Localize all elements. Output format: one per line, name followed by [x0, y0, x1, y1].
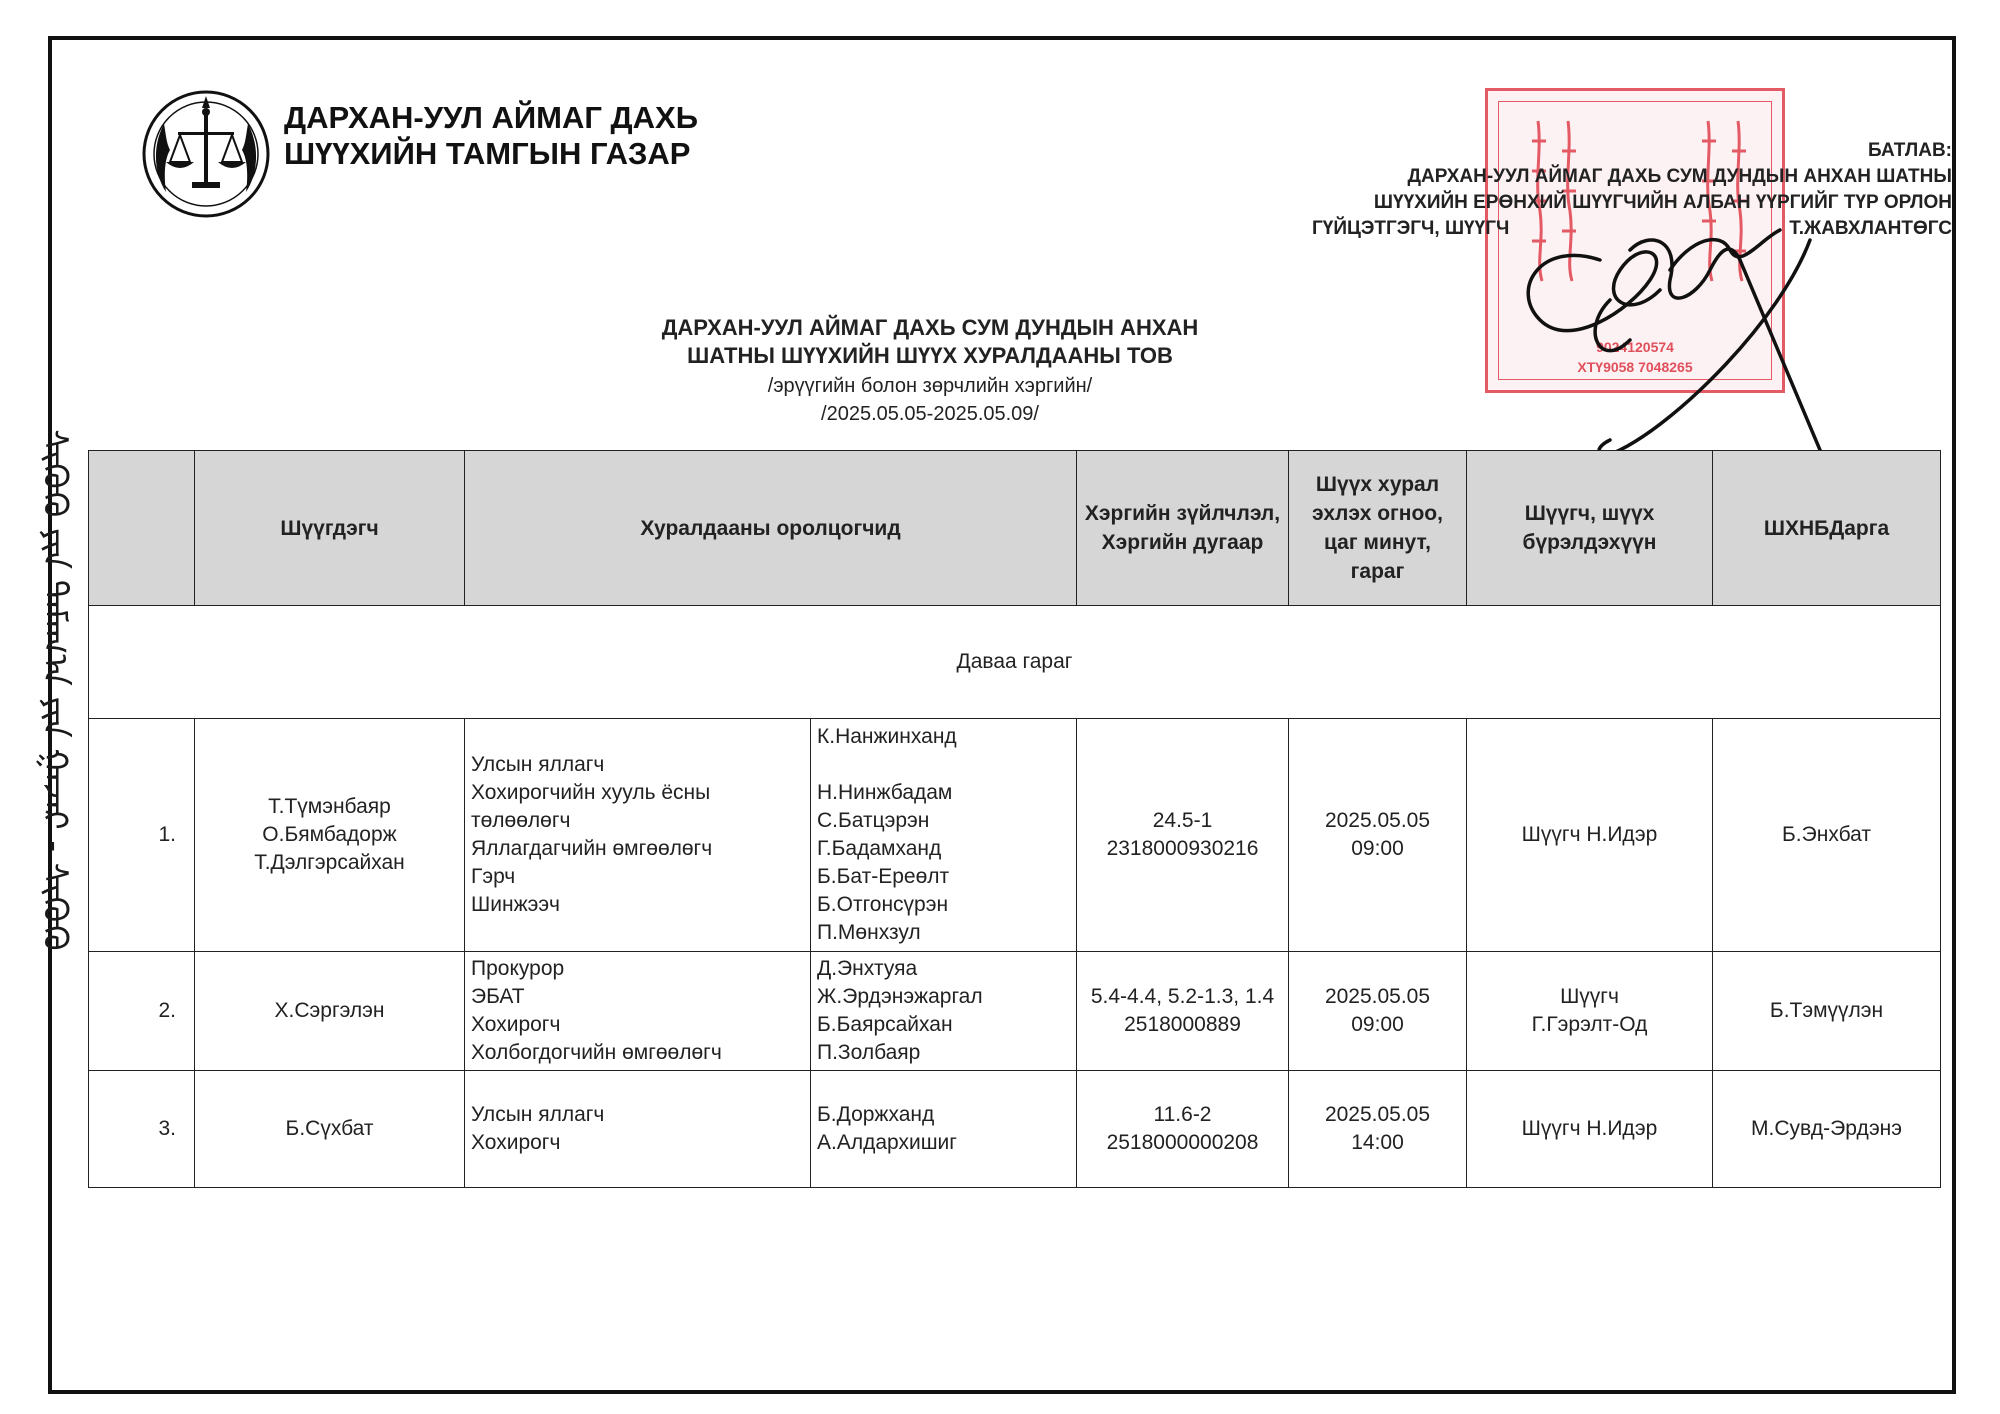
- row-datetime: 2025.05.05 09:00: [1289, 952, 1467, 1071]
- header-secretary: ШХНБДарга: [1713, 451, 1941, 606]
- row-defendant: Т.Түмэнбаяр О.Бямбадорж Т.Дэлгэрсайхан: [195, 719, 465, 952]
- org-title-line1: ДАРХАН-УУЛ АЙМАГ ДАХЬ: [284, 100, 698, 135]
- org-title-line2: ШҮҮХИЙН ТАМГЫН ГАЗАР: [284, 136, 691, 171]
- approval-position: ГҮЙЦЭТГЭГЧ, ШҮҮГЧ: [1312, 218, 1510, 239]
- row-participant-names: К.Нанжинханд Н.Нинжбадам С.Батцэрэн Г.Бадамханд Б.Бат-Ереөлт Б.Отгонсүрэн П.Мөнхзул: [811, 719, 1077, 952]
- table-row: [89, 1071, 1941, 1188]
- mongolian-script-text: ᠰᠢᠭᠦᠬᠦ ᠶᠢᠨ ᠲᠠᠮᠠᠭ᠎ᠠ ᠶᠢᠨ ᠭᠠᠵᠠᠷ - ᠰᠢᠭᠦᠬᠦ: [35, 429, 75, 951]
- row-number: 1.: [89, 719, 195, 952]
- row-article: 11.6-2 2518000000208: [1077, 1071, 1289, 1188]
- row-judge: Шүүгч Г.Гэрэлт-Од: [1467, 952, 1713, 1071]
- row-judge: Шүүгч Н.Идэр: [1467, 1071, 1713, 1188]
- row-datetime: 2025.05.05 14:00: [1289, 1071, 1467, 1188]
- title-line2: ШАТНЫ ШҮҮХИЙН ШҮҮХ ХУРАЛДААНЫ ТОВ: [687, 343, 1173, 368]
- row-secretary: Б.Тэмүүлэн: [1713, 952, 1941, 1071]
- table-header-row: [89, 451, 1941, 606]
- approval-line2: ШҮҮХИЙН ЕРӨНХИЙ ШҮҮГЧИЙН АЛБАН ҮҮРГИЙГ ТҮР ОРЛОН: [1373, 192, 1952, 213]
- row-participant-names: Б.Доржханд А.Алдархишиг: [811, 1071, 1077, 1188]
- row-number: 2.: [89, 952, 195, 1071]
- court-emblem-icon: [136, 82, 276, 222]
- approval-line1: ДАРХАН-УУЛ АЙМАГ ДАХЬ СУМ ДУНДЫН АНХАН ШАТНЫ: [1407, 166, 1952, 187]
- stamp-code-1: 9024120574: [1596, 339, 1674, 355]
- approval-label: БАТЛАВ:: [1868, 140, 1952, 161]
- header-article: Хэргийн зүйлчлэл, Хэргийн дугаар: [1077, 451, 1289, 606]
- header-number: [89, 451, 195, 606]
- row-article: 5.4-4.4, 5.2-1.3, 1.4 2518000889: [1077, 952, 1289, 1071]
- organization-title: [284, 100, 698, 172]
- stamp-code-2: ХТҮ9058 7048265: [1577, 359, 1693, 375]
- row-participant-names: Д.Энхтуяа Ж.Эрдэнэжаргал Б.Баярсайхан П.Золбаяр: [811, 952, 1077, 1071]
- approver-name: Т.ЖАВХЛАНТӨГС: [1789, 218, 1952, 239]
- row-secretary: М.Сувд-Эрдэнэ: [1713, 1071, 1941, 1188]
- table-row: [89, 952, 1941, 1071]
- approval-line3: [1192, 216, 1952, 242]
- day-row: [89, 606, 1941, 719]
- row-defendant: Х.Сэргэлэн: [195, 952, 465, 1071]
- row-datetime: 2025.05.05 09:00: [1289, 719, 1467, 952]
- document-subtitle: [560, 372, 1300, 428]
- header-participants: Хуралдааны оролцогчид: [465, 451, 1077, 606]
- header-datetime: Шүүх хурал эхлэх огноо, цаг минут, гараг: [1289, 451, 1467, 606]
- title-line1: ДАРХАН-УУЛ АЙМАГ ДАХЬ СУМ ДУНДЫН АНХАН: [661, 315, 1199, 340]
- subtitle-date-range: /2025.05.05-2025.05.09/: [821, 403, 1039, 425]
- header-judge: Шүүгч, шүүх бүрэлдэхүүн: [1467, 451, 1713, 606]
- row-participant-roles: Улсын яллагч Хохирогч: [465, 1071, 811, 1188]
- row-article: 24.5-1 2318000930216: [1077, 719, 1289, 952]
- document-title: [560, 314, 1300, 370]
- hearing-schedule-table: [88, 450, 1941, 1188]
- row-participant-roles: Прокурор ЭБАТ Хохирогч Холбогдогчийн өмгөөлөгч: [465, 952, 811, 1071]
- table-row: [89, 719, 1941, 952]
- day-label: Даваа гараг: [89, 606, 1941, 719]
- approval-block: [1192, 138, 1952, 242]
- mongolian-script-margin: [35, 230, 84, 1150]
- row-participant-roles: Улсын яллагч Хохирогчийн хууль ёсны төлөөлөгч Яллагдагчийн өмгөөлөгч Гэрч Шинжээч: [465, 719, 811, 952]
- header-defendant: Шүүгдэгч: [195, 451, 465, 606]
- subtitle-case-type: /эрүүгийн болон зөрчлийн хэргийн/: [767, 375, 1093, 397]
- row-number: 3.: [89, 1071, 195, 1188]
- row-secretary: Б.Энхбат: [1713, 719, 1941, 952]
- row-judge: Шүүгч Н.Идэр: [1467, 719, 1713, 952]
- row-defendant: Б.Сүхбат: [195, 1071, 465, 1188]
